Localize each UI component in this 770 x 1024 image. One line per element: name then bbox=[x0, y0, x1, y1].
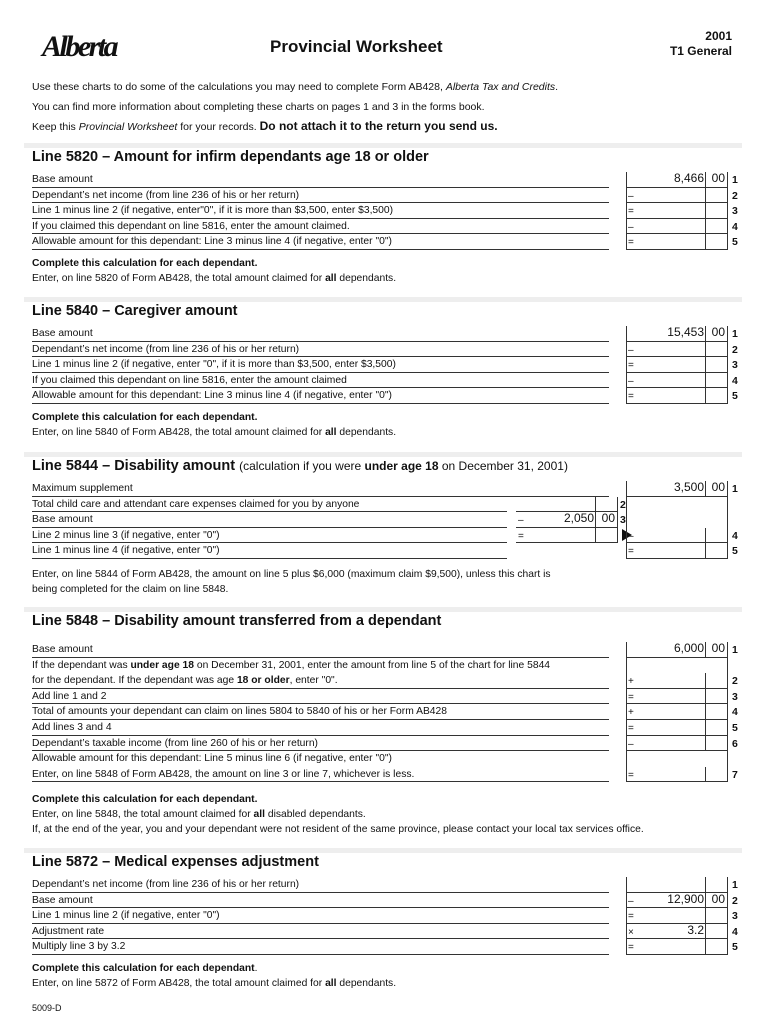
calc-row bbox=[32, 908, 742, 924]
amount-field[interactable] bbox=[626, 203, 728, 219]
section-note: Complete this calculation for each dependant. Enter, on line 5840 of Form AB428, the total amount claimed for all dependants. bbox=[32, 411, 397, 438]
line-number: 2 bbox=[732, 894, 738, 907]
amount-field[interactable] bbox=[626, 188, 728, 204]
line-number: 3 bbox=[732, 690, 738, 703]
operator: × bbox=[628, 926, 634, 938]
amount-field[interactable] bbox=[626, 689, 728, 705]
line-number: 5 bbox=[732, 236, 738, 249]
operator: = bbox=[628, 911, 634, 923]
calc-row-2a: If the dependant was under age 18 on December 31, 2001, enter the amount from line 5 of the chart for line 5844 bbox=[32, 658, 742, 674]
amount-field[interactable] bbox=[626, 342, 728, 358]
calc-row bbox=[32, 188, 742, 204]
calc-row bbox=[32, 689, 742, 705]
amount-cents: 00 bbox=[711, 171, 725, 185]
section-title: Line 5840 – Caregiver amount bbox=[32, 303, 238, 319]
amount-field[interactable]: 3,500 00 bbox=[626, 481, 728, 497]
line-number: 4 bbox=[732, 374, 738, 387]
amount-field[interactable] bbox=[626, 234, 728, 250]
line-number: 5 bbox=[732, 941, 738, 954]
section-title: Line 5844 – Disability amount (calculation if you were under age 18 on December 31, 2001) bbox=[32, 458, 568, 474]
amount-field[interactable] bbox=[626, 908, 728, 924]
amount-field[interactable]: + bbox=[626, 673, 728, 689]
operator: – bbox=[628, 190, 634, 202]
section-note: Enter, on line 5844 of Form AB428, the amount on line 5 plus $6,000 (maximum claim $9,500), unless this chart is being completed for the claim on line 5848. bbox=[32, 568, 551, 595]
calc-rows bbox=[32, 481, 742, 559]
calc-row bbox=[32, 326, 742, 342]
amount-field[interactable] bbox=[626, 924, 728, 940]
amount-value: 3.2 bbox=[687, 922, 704, 937]
row-label: Allowable amount for this dependant: Line 3 minus line 4 (if negative, enter "0") bbox=[32, 236, 392, 248]
section-line-5848 bbox=[24, 607, 742, 837]
form-year: 2001 bbox=[705, 29, 732, 43]
section-note: Complete this calculation for each dependant. Enter, on line 5872 of Form AB428, the total amount claimed for all dependants. bbox=[32, 962, 397, 989]
amount-field[interactable]: = bbox=[516, 528, 618, 544]
calc-row bbox=[32, 736, 742, 752]
calc-row-5: Line 1 minus line 4 (if negative, enter "0") = 5 bbox=[32, 545, 738, 558]
line-number: 3 bbox=[732, 359, 738, 372]
amount-field[interactable] bbox=[626, 172, 728, 188]
row-label: Allowable amount for this dependant: Line 3 minus line 4 (if negative, enter "0") bbox=[32, 390, 392, 402]
section-line-5844 bbox=[24, 452, 742, 597]
calc-row-3: Base amount – 2,050 00 3 bbox=[32, 512, 742, 528]
line-number: 1 bbox=[732, 174, 738, 186]
intro-text bbox=[32, 78, 742, 138]
calc-row-1: Base amount 6,000 00 1 bbox=[32, 641, 738, 656]
form-year-block bbox=[670, 29, 732, 59]
operator: + bbox=[628, 707, 634, 719]
calc-row bbox=[32, 234, 742, 250]
operator: = bbox=[628, 722, 634, 734]
section-note: Complete this calculation for each dependant. Enter, on line 5820 of Form AB428, the total amount claimed for all dependants. bbox=[32, 257, 397, 284]
calc-rows bbox=[32, 877, 742, 955]
amount-cents: 00 bbox=[711, 891, 725, 906]
row-label: Line 1 minus line 2 (if negative, enter "0", if it is more than $3,500, enter $3,500) bbox=[32, 359, 396, 371]
calc-row-7: Enter, on line 5848 of Form AB428, the amount on line 3 or line 7, whichever is less. = 7 bbox=[32, 768, 738, 781]
amount-field[interactable] bbox=[626, 877, 728, 893]
amount-value: 15,453 bbox=[667, 325, 704, 339]
page-title: Provincial Worksheet bbox=[270, 37, 443, 56]
calc-rows bbox=[32, 326, 742, 404]
amount-field[interactable] bbox=[626, 704, 728, 720]
intro-line-2: You can find more information about completing these charts on pages 1 and 3 in the forms book. bbox=[32, 100, 485, 113]
operator: = bbox=[628, 360, 634, 372]
line-number: 4 bbox=[732, 220, 738, 233]
row-label: Line 1 minus line 2 (if negative, enter "0") bbox=[32, 910, 220, 922]
calc-row-1: Maximum supplement 3,500 00 1 bbox=[32, 480, 738, 495]
operator: – bbox=[628, 375, 634, 387]
intro-line-1: Use these charts to do some of the calculations you may need to complete Form AB428, Alberta Tax and Credits. bbox=[32, 81, 559, 93]
calc-row bbox=[32, 172, 742, 188]
amount-field[interactable] bbox=[626, 736, 728, 752]
line-number: 2 bbox=[732, 189, 738, 202]
amount-field[interactable] bbox=[516, 497, 618, 513]
amount-field[interactable]: – bbox=[626, 528, 728, 544]
section-title: Line 5820 – Amount for infirm dependants age 18 or older bbox=[32, 149, 429, 165]
calc-row bbox=[32, 704, 742, 720]
row-label: If you claimed this dependant on line 5816, enter the amount claimed bbox=[32, 374, 347, 386]
section-title: Line 5872 – Medical expenses adjustment bbox=[32, 854, 319, 870]
amount-field[interactable]: = bbox=[626, 767, 728, 783]
section-line-5840 bbox=[24, 297, 742, 440]
operator: = bbox=[628, 206, 634, 218]
line-number: 5 bbox=[732, 721, 738, 734]
amount-field[interactable] bbox=[626, 388, 728, 404]
operator: – bbox=[628, 895, 634, 907]
section-note: Complete this calculation for each dependant. Enter, on line 5848, the total amount claimed for all disabled dependants. If, at the end of the year, you and your dependant were not resident of the same province, please contact your local tax services office. bbox=[32, 794, 644, 836]
row-label: Dependant’s net income (from line 236 of his or her return) bbox=[32, 879, 300, 890]
form-type: T1 General bbox=[669, 44, 732, 58]
calc-row bbox=[32, 877, 742, 893]
calc-row bbox=[32, 219, 742, 235]
calc-row bbox=[32, 203, 742, 219]
row-label: Add lines 3 and 4 bbox=[32, 721, 112, 733]
row-label: If you claimed this dependant on line 5816, enter the amount claimed. bbox=[32, 220, 350, 232]
section-title: Line 5848 – Disability amount transferred from a dependant bbox=[32, 613, 442, 629]
calc-row bbox=[32, 373, 742, 389]
row-label: Base amount bbox=[32, 174, 93, 185]
operator: – bbox=[628, 738, 634, 750]
row-label: Multiply line 3 by 3.2 bbox=[32, 941, 126, 953]
form-code: 5009-D bbox=[32, 1003, 62, 1013]
amount-field[interactable] bbox=[626, 939, 728, 955]
calc-rows bbox=[32, 172, 742, 250]
amount-value: 12,900 bbox=[667, 891, 704, 906]
line-number: 4 bbox=[732, 706, 738, 719]
line-number: 1 bbox=[732, 879, 738, 891]
amount-field[interactable] bbox=[626, 720, 728, 736]
operator: = bbox=[628, 237, 634, 249]
calc-rows bbox=[32, 642, 742, 782]
calc-row-2: for the dependant. If the dependant was age 18 or older, enter "0". + 2 bbox=[32, 675, 738, 688]
line-number: 3 bbox=[732, 205, 738, 218]
amount-field[interactable]: 6,000 00 bbox=[626, 642, 728, 658]
row-label: Add line 1 and 2 bbox=[32, 690, 107, 702]
amount-field[interactable] bbox=[626, 357, 728, 373]
operator: = bbox=[628, 691, 634, 703]
line-number: 5 bbox=[732, 390, 738, 403]
row-label: Dependant’s net income (from line 236 of his or her return) bbox=[32, 343, 300, 355]
amount-field[interactable] bbox=[626, 373, 728, 389]
calc-row-7a: Allowable amount for this dependant: Line 5 minus line 6 (if negative, enter "0") bbox=[32, 751, 742, 767]
row-label: Line 1 minus line 2 (if negative, enter"0", if it is more than $3,500, enter $3,500) bbox=[32, 205, 394, 217]
operator: = bbox=[628, 942, 634, 954]
calc-row bbox=[32, 893, 742, 909]
line-number: 3 bbox=[732, 910, 738, 923]
page-header bbox=[0, 0, 770, 70]
amount-value: 8,466 bbox=[673, 171, 704, 185]
operator: – bbox=[628, 221, 634, 233]
amount-field[interactable]: = bbox=[626, 543, 728, 559]
calc-row bbox=[32, 939, 742, 955]
alberta-logo: Alberta bbox=[42, 30, 117, 63]
row-label: Dependant’s net income (from line 236 of his or her return) bbox=[32, 189, 300, 201]
calc-row bbox=[32, 924, 742, 940]
row-label: Dependant’s taxable income (from line 260 of his or her return) bbox=[32, 737, 318, 749]
calc-row-2: Total child care and attendant care expenses claimed for you by anyone 2 bbox=[32, 497, 742, 513]
amount-field[interactable]: – 2,050 00 bbox=[516, 512, 618, 528]
operator: = bbox=[628, 391, 634, 403]
amount-field[interactable] bbox=[626, 219, 728, 235]
calc-row-4: Line 2 minus line 3 (if negative, enter "0") = – 4 bbox=[32, 529, 738, 542]
row-label: Base amount bbox=[32, 894, 93, 906]
line-number: 4 bbox=[732, 925, 738, 938]
line-number: 6 bbox=[732, 737, 738, 750]
row-label: Base amount bbox=[32, 328, 93, 339]
section-line-5872 bbox=[24, 848, 742, 991]
calc-row bbox=[32, 388, 742, 404]
row-label: Adjustment rate bbox=[32, 925, 105, 937]
operator: – bbox=[628, 344, 634, 356]
intro-line-3: Keep this Provincial Worksheet for your records. Do not attach it to the return you send us. bbox=[32, 119, 498, 133]
row-label: Total of amounts your dependant can claim on lines 5804 to 5840 of his or her Form AB428 bbox=[32, 706, 447, 718]
section-line-5820 bbox=[24, 143, 742, 286]
line-number: 1 bbox=[732, 328, 738, 340]
calc-row bbox=[32, 342, 742, 358]
line-number: 2 bbox=[732, 343, 738, 356]
calc-row bbox=[32, 720, 742, 736]
amount-cents: 00 bbox=[711, 325, 725, 339]
amount-field[interactable] bbox=[626, 893, 728, 909]
calc-row bbox=[32, 357, 742, 373]
amount-field[interactable] bbox=[626, 326, 728, 342]
